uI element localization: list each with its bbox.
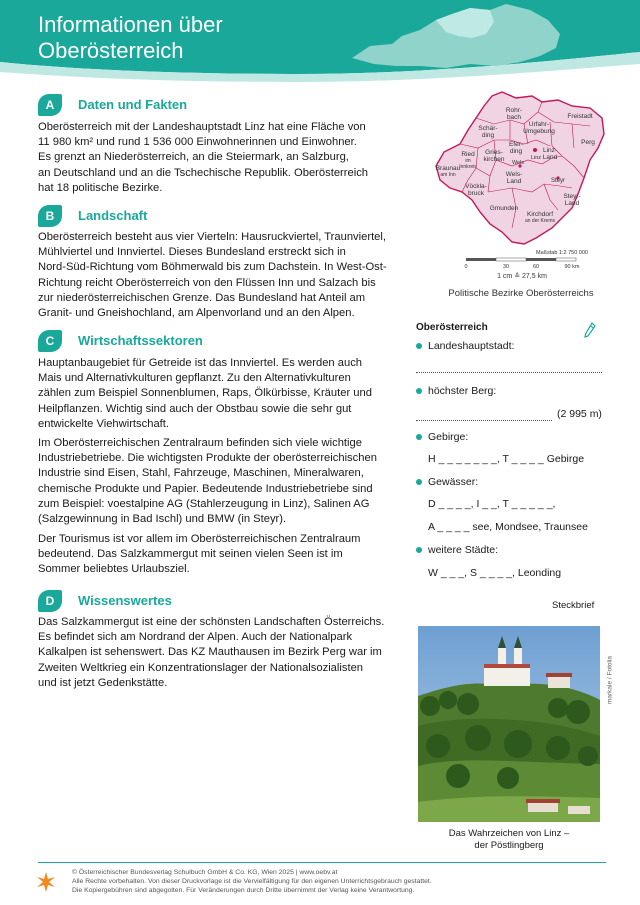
map-label-kirchdorf: Kirchdorf — [526, 211, 554, 218]
map-scale-label: Maßstab 1:2 750 000 — [536, 250, 588, 256]
map-label-voecklabruck-2: bruck — [468, 190, 484, 197]
steckbrief-item-ranges: Gebirge: — [416, 431, 468, 443]
section-text-industry: Im Oberösterreichischen Zentralraum befinden sich viele wichtige Industriebetriebe. Die wichtigsten Produkte der oberösterreichischen Industrie sind Eisen, Stahl, Fahrzeuge, Maschinen, Mineralwaren, chemische Produkte und Papier. Bedeutende Industriebetriebe sind zum Beispiel: voestalpine AG (Stahlerzeugung in Linz), Salinen AG (Salzgewinnung in Bad Ischl) und BMW (in Steyr). — [38, 437, 377, 526]
section-text: Das Salzkammergut ist eine der schönsten Landschaften Österreichs. Es befindet sich am Nordrand der Alpen. Auch der Nationalpark Kalkalpen ist sehenswert. Das KZ Mauthausen im Bezirk Perg war im Zweiten Weltkrieg ein Konzentrationslager der Nationalsozialisten und ist jetzt Gedenkstätte. — [38, 616, 385, 689]
map-label-braunau-2: am Inn — [440, 172, 456, 178]
map-label-kirchdorf-2: an der Krems — [524, 218, 556, 224]
poestlingberg-photo — [418, 626, 600, 822]
map-scale-bar — [466, 258, 576, 261]
map-label-schaerding: Schär- — [478, 125, 498, 132]
map-label-braunau: Braunau — [435, 165, 461, 172]
steckbrief-item-cities: weitere Städte: — [416, 544, 498, 556]
map-label-urfahr-2: Umgebung — [523, 128, 555, 135]
bullet-icon — [416, 434, 422, 440]
map-label-steyr-land-2: Land — [564, 200, 580, 207]
map-label-urfahr: Urfahr- — [528, 121, 550, 128]
map-caption: Politische Bezirke Oberösterreichs — [448, 288, 594, 299]
section-badge: C — [38, 330, 62, 352]
map-scale-tick-60: 60 — [532, 264, 540, 270]
bullet-icon — [416, 388, 422, 394]
section-badge: D — [38, 590, 62, 612]
pencil-icon — [584, 322, 596, 338]
map-label-voecklabruck: Vöckla- — [465, 183, 487, 190]
map-scale-ratio: 1 cm ≙ 27,5 km — [497, 273, 547, 280]
photo-credit: markale / Fotolia — [606, 655, 614, 705]
section-title: Landschaft — [78, 208, 148, 223]
section-text-tourism: Der Tourismus ist vor allem im Oberösterreichischen Zentralraum bedeutend. Das Salzkammergut mit seinen vielen Seen ist im Sommer beliebtes Urlaubsziel. — [38, 533, 361, 576]
footer-divider — [38, 862, 606, 863]
map-label-schaerding-2: ding — [481, 132, 495, 139]
map-label-linz-land: Linz- — [542, 147, 558, 154]
bullet-icon — [416, 343, 422, 349]
page-title: Informationen über Oberösterreich — [38, 12, 223, 63]
map-label-eferding-2: ding — [509, 148, 523, 155]
oebv-logo-icon — [34, 870, 58, 894]
footer-copyright: © Österreichischer Bundesverlag Schulbuch GmbH & Co. KG, Wien 2025 | www.oebv.at Alle Rechte vorbehalten. Von dieser Druckvorlage ist die Vervielfältigung für den eigenen Unterrichtsgebrauch gestattet. Die Kopiergebühren sind abgegolten. Für Veränderungen durch Dritte übernimmt der Verlag keine Verantwortung. — [72, 869, 432, 895]
map-label-wels-city: Wels — [511, 160, 525, 166]
page-header — [0, 0, 640, 82]
steckbrief-item-capital: Landeshauptstadt: — [416, 340, 514, 352]
section-title: Daten und Fakten — [78, 97, 188, 112]
bullet-icon — [416, 547, 422, 553]
map-scale-tick-90: 90 km — [564, 264, 580, 270]
map-label-grieskirchen-2: kirchen — [483, 156, 505, 163]
district-map-svg — [432, 88, 612, 288]
district-map — [432, 88, 612, 298]
steckbrief-heading: Oberösterreich — [416, 322, 488, 333]
map-label-ried: Ried — [461, 151, 475, 158]
mountain-answer-field[interactable] — [416, 420, 552, 421]
photo-caption: Das Wahrzeichen von Linz – der Pöstlingberg — [448, 828, 570, 851]
steckbrief-label: Steckbrief — [552, 600, 595, 611]
waters-blank-2[interactable]: A _ _ _ _ see, Mondsee, Traunsee — [428, 521, 588, 533]
map-scale-tick-30: 30 — [502, 264, 510, 270]
map-label-steyr-land: Steyr- — [563, 193, 581, 200]
map-label-linz-land-2: Land — [542, 154, 558, 161]
section-badge: B — [38, 205, 62, 227]
map-label-rohrbach-2: bach — [506, 114, 522, 121]
mountain-height: (2 995 m) — [557, 408, 602, 420]
map-label-gmunden: Gmunden — [489, 205, 519, 212]
waters-blank-1[interactable]: D _ _ _ _, I _ _, T _ _ _ _ _, — [428, 498, 556, 510]
map-label-freistadt: Freistadt — [567, 113, 593, 120]
bullet-icon — [416, 479, 422, 485]
steckbrief-item-mountain: höchster Berg: — [416, 385, 496, 397]
map-label-perg: Perg — [581, 139, 595, 146]
steckbrief-item-waters: Gewässer: — [416, 476, 478, 488]
section-title: Wirtschaftssektoren — [78, 333, 203, 348]
section-text: Oberösterreich mit der Landeshauptstadt Linz hat eine Fläche von 11 980 km² und rund 1 536 000 Einwohnerinnen und Einwohner. Es grenzt an Niederösterreich, an die Steiermark, an Salzburg, an Deutschland und an die Tschechische Republik. Oberösterreich hat 18 politische Bezirke. — [38, 121, 369, 194]
map-label-rohrbach: Rohr- — [505, 107, 523, 114]
map-label-grieskirchen: Gries- — [485, 149, 503, 156]
poestlingberg-photo-svg — [418, 626, 600, 822]
section-text-agriculture: Hauptanbaugebiet für Getreide ist das Innviertel. Es werden auch Mais und Alternativkulturen gepflanzt. Zu den Alternativkulturen zählen zum Beispiel Sonnenblumen, Raps, Ölkürbisse, Kräuter und Heilpflanzen. Wichtig sind auch der Obstbau sowie die sehr gut entwickelte Viehwirtschaft. — [38, 357, 372, 430]
section-badge: A — [38, 94, 62, 116]
map-scale-tick-0: 0 — [464, 264, 468, 270]
map-label-steyr: Steyr — [550, 178, 566, 184]
map-label-wels-land: Wels- — [505, 171, 523, 178]
cities-blank[interactable]: W _ _ _, S _ _ _ _, Leonding — [428, 567, 562, 579]
ranges-blank[interactable]: H _ _ _ _ _ _ _, T _ _ _ _ Gebirge — [428, 453, 585, 465]
map-label-linz-city: Linz — [530, 155, 542, 161]
map-label-ried-3: Innkreis — [459, 164, 477, 170]
map-label-wels-land-2: Land — [506, 178, 522, 185]
map-label-eferding: Efer- — [508, 141, 524, 148]
map-label-ried-2: im — [465, 158, 471, 164]
section-text: Oberösterreich besteht aus vier Vierteln: Hausruckviertel, Traunviertel, Mühlviertel und Innviertel. Dieses Bundesland erstreckt sich in Nord-Süd-Richtung vom Böhmerwald bis zum Dachstein. In West-Ost- Richtung reicht Oberösterreich von den Flüssen Inn und Salzach bis zur niederösterreichischen Grenze. Das Bundesland hat Anteil am Granit- und Gneishochland, am Alpenvorland und an den Alpen. — [38, 231, 387, 320]
section-title: Wissenswertes — [78, 593, 172, 608]
capital-answer-field[interactable] — [416, 372, 602, 373]
